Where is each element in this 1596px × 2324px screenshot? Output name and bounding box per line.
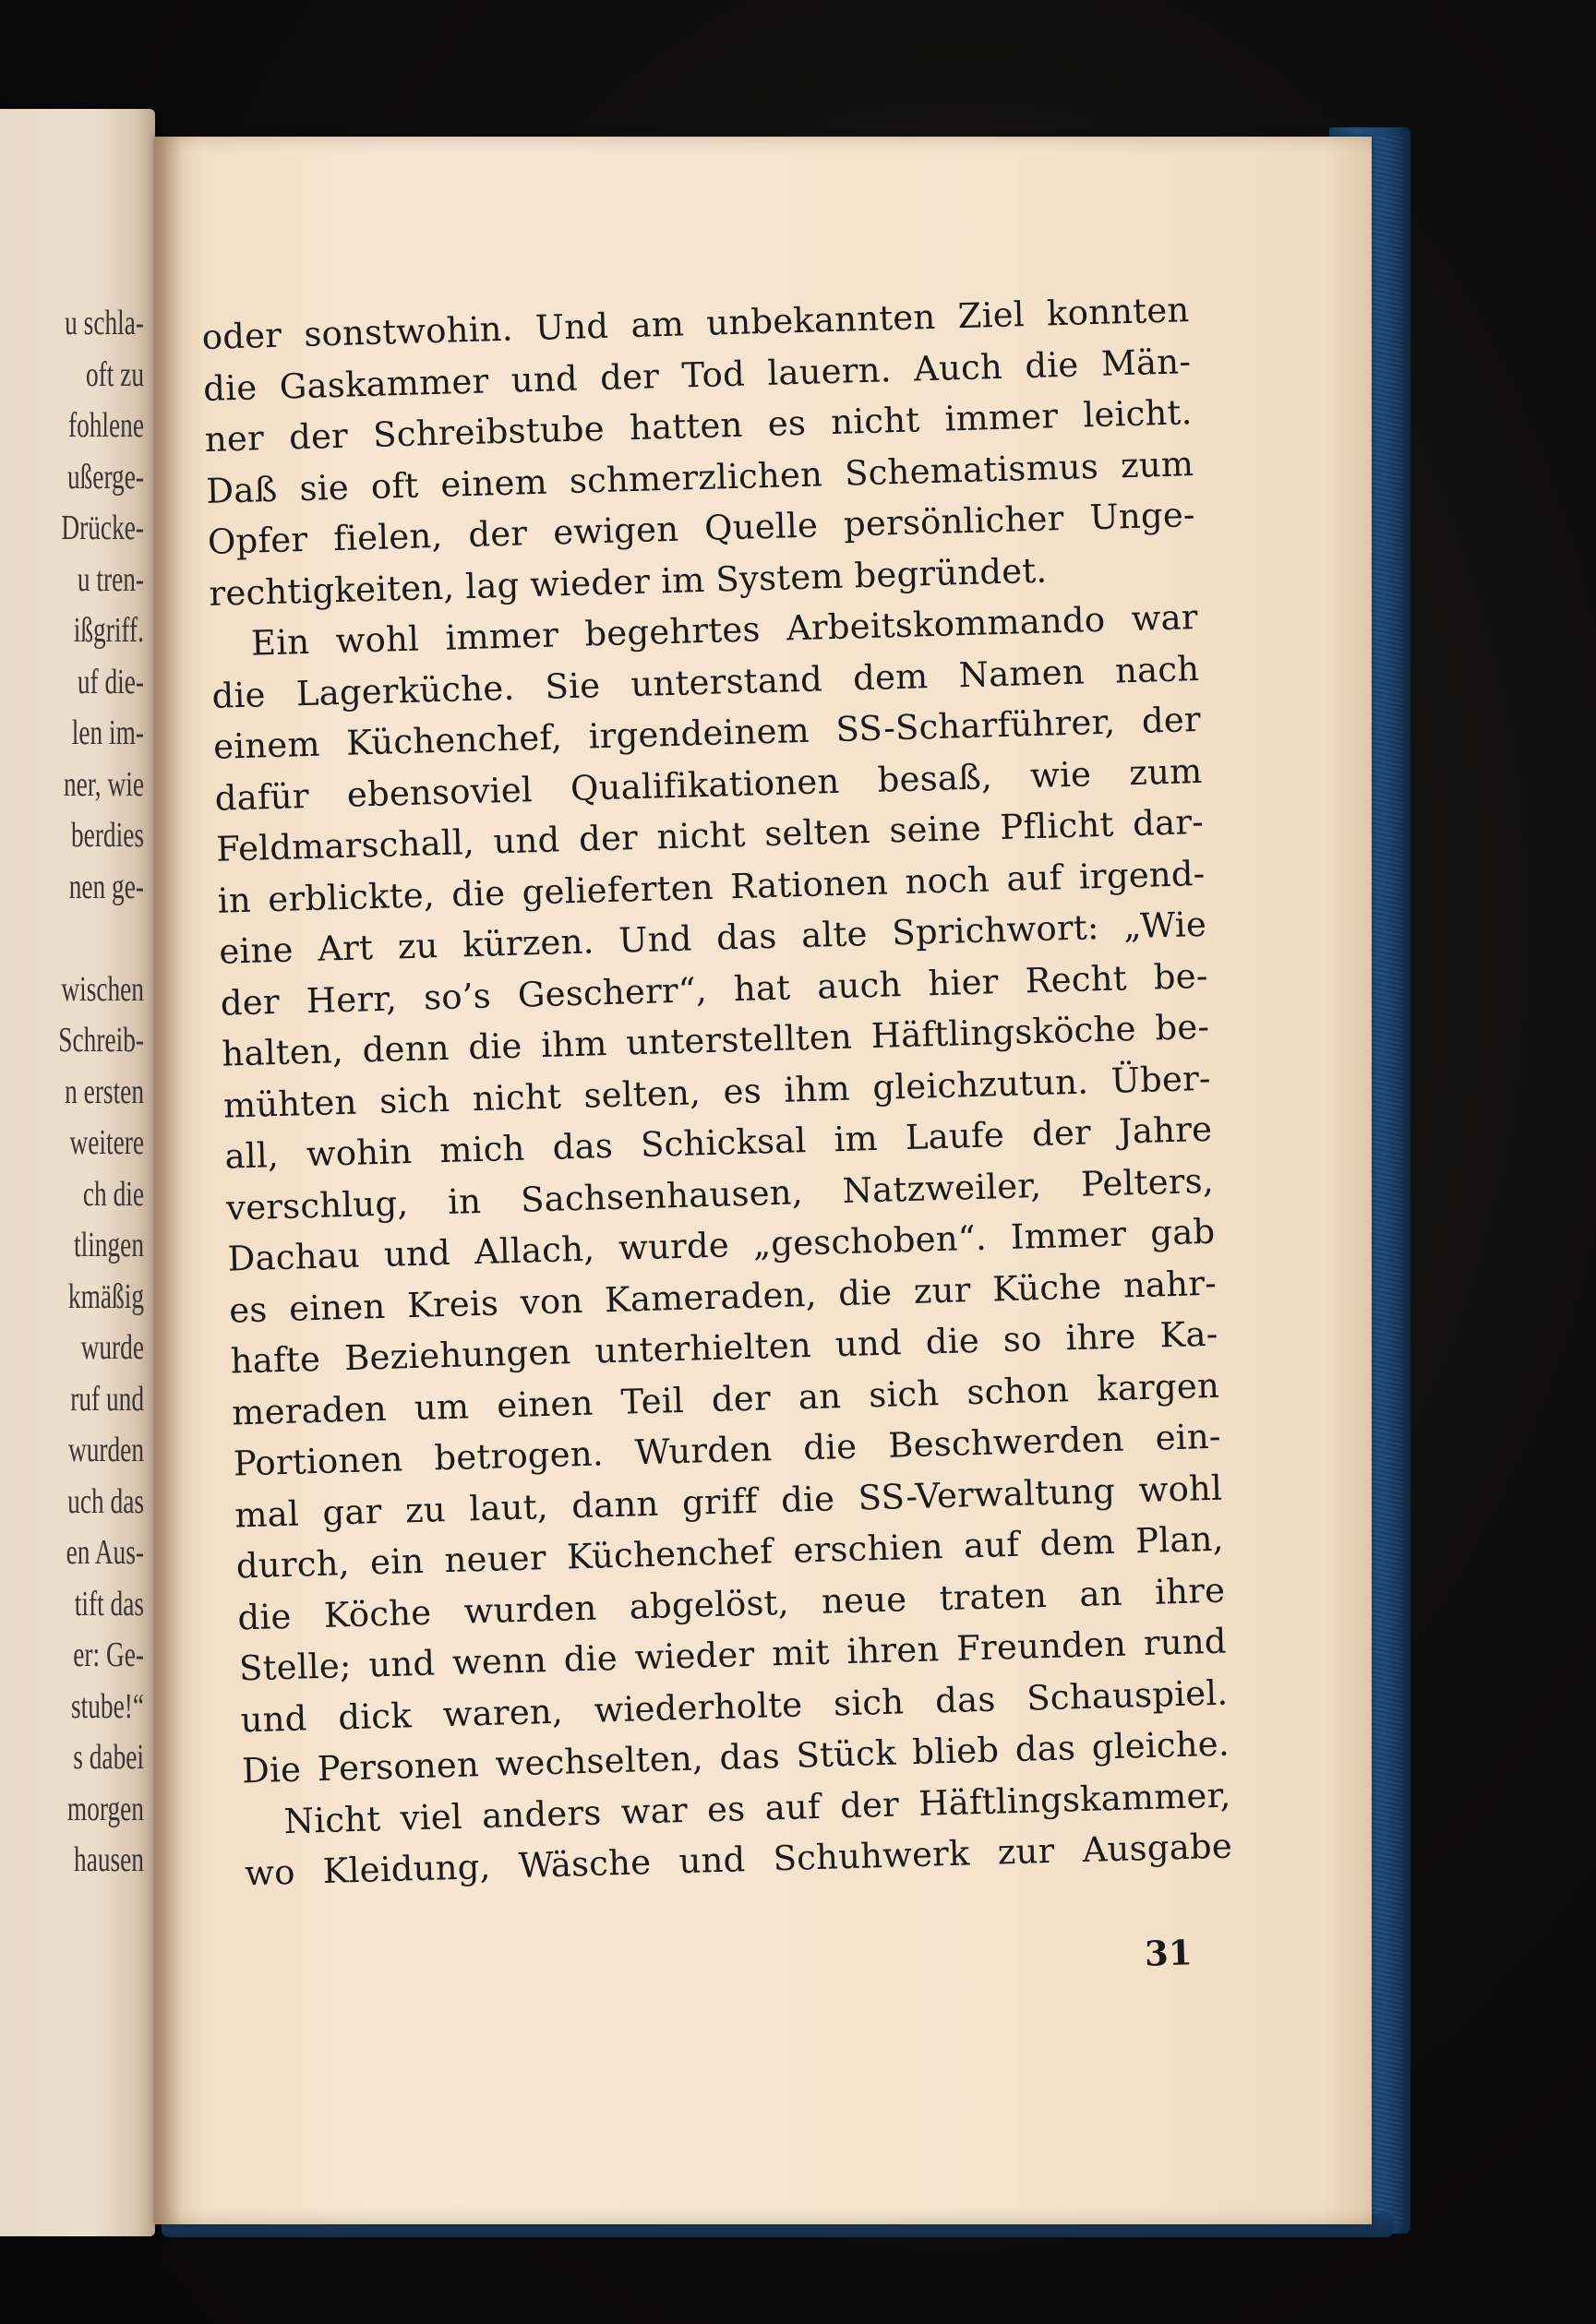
previous-page-line: en Aus-: [66, 1533, 144, 1572]
previous-page-line: ner, wie: [63, 764, 144, 804]
previous-page-line: wurden: [67, 1431, 144, 1469]
previous-page-line: len im-: [71, 713, 144, 752]
previous-page-line: tift das: [74, 1584, 144, 1623]
text-line: Dachau und Allach, wurde „geschoben“. Immer gab: [227, 1211, 1216, 1279]
text-line: halten, denn die ihm unterstellten Häftlingsköche be-: [221, 1006, 1210, 1074]
previous-page-line: u schla-: [65, 304, 144, 342]
text-line: die Köche wurden abgelöst, neue traten an ihre: [236, 1570, 1226, 1637]
text-line: wo Kleidung, Wäsche und Schuhwerk zur Ausgabe: [244, 1826, 1233, 1894]
previous-page-line: weitere: [69, 1123, 144, 1162]
text-line: Portionen betrogen. Wurden die Beschwerden ein-: [233, 1416, 1222, 1484]
text-line: die Lagerküche. Sie unterstand dem Namen nach: [211, 648, 1200, 716]
previous-page-line: er: Ge-: [73, 1635, 144, 1674]
previous-page-line: n ersten: [65, 1072, 144, 1111]
previous-page-line: wurde: [80, 1328, 144, 1367]
text-line: durch, ein neuer Küchenchef erschien auf dem Plan,: [235, 1518, 1225, 1587]
previous-page-line: ch die: [82, 1174, 144, 1214]
text-line: Opfer fielen, der ewigen Quelle persönlicher Unge-: [207, 495, 1196, 562]
previous-page-line: wischen: [61, 969, 144, 1009]
page-body-text: [201, 284, 1233, 1899]
previous-page-text: [38, 298, 144, 1887]
previous-page-edge: [0, 109, 155, 2236]
text-line: verschlug, in Sachsenhausen, Natzweiler, Pelters,: [225, 1160, 1215, 1228]
text-line: in erblickte, die gelieferten Rationen noch auf irgend-: [217, 853, 1206, 921]
page-number: 31: [1144, 1932, 1194, 1974]
paragraph-start-line: Nicht viel anders war es auf der Häftlingskammer,: [283, 1774, 1231, 1841]
previous-page-line: ruf und: [70, 1379, 144, 1419]
previous-page-line: s dabei: [73, 1738, 144, 1777]
text-line: Die Personen wechselten, das Stück blieb das gleiche.: [241, 1723, 1230, 1791]
text-line: hafte Beziehungen unterhielten und die so ihre Ka-: [230, 1313, 1218, 1382]
book-page: [155, 137, 1372, 2224]
text-line: all, wohin mich das Schicksal im Laufe der Jahre: [223, 1108, 1213, 1177]
previous-page-line: berdies: [70, 816, 144, 855]
text-line: Feldmarschall, und der nicht selten seine Pflicht dar-: [215, 801, 1205, 869]
previous-page-line: hausen: [74, 1840, 144, 1879]
text-line: mühten sich nicht selten, es ihm gleichzutun. Über-: [222, 1058, 1212, 1126]
text-line: meraden um einen Teil der an sich schon kargen: [231, 1365, 1220, 1433]
text-line: ner der Schreibstube hatten es nicht immer leicht.: [204, 392, 1194, 460]
paragraph-start-line: Ein wohl immer begehrtes Arbeitskommando war: [250, 596, 1199, 664]
previous-page-line: oft zu: [85, 354, 144, 394]
previous-page-line: stube!“: [70, 1686, 144, 1726]
text-line: die Gaskammer und der Tod lauern. Auch die Män-: [202, 341, 1192, 409]
previous-page-line: kmäßig: [67, 1276, 144, 1316]
text-line: und dick waren, wiederholte sich das Schauspiel.: [240, 1672, 1229, 1740]
text-line: Stelle; und wenn die wieder mit ihren Freunden rund: [238, 1621, 1228, 1689]
previous-page-line: tlingen: [74, 1226, 144, 1264]
previous-page-line: morgen: [66, 1789, 144, 1828]
text-line: Daß sie oft einem schmerzlichen Schematismus zum: [205, 443, 1194, 511]
previous-page-line: Schreib-: [58, 1021, 144, 1060]
text-line: der Herr, so’s Gescherr“, hat auch hier Recht be-: [220, 955, 1209, 1024]
previous-page-line: uch das: [67, 1481, 144, 1521]
previous-page-line: u tren-: [77, 559, 144, 599]
previous-page-line: Drücke-: [61, 509, 144, 547]
previous-page-line: ußerge-: [66, 457, 144, 497]
text-line: einem Küchenchef, irgendeinem SS-Scharführer, der: [212, 699, 1202, 767]
previous-page-line: [38, 913, 144, 964]
text-line: dafür ebensoviel Qualifikationen besaß, wie zum: [214, 750, 1203, 819]
previous-page-line: nen ge-: [68, 867, 144, 906]
text-line: rechtigkeiten, lag wieder im System begründet.: [208, 550, 1048, 614]
text-line: es einen Kreis von Kameraden, die zur Küche nahr-: [228, 1263, 1218, 1331]
text-line: eine Art zu kürzen. Und das alte Sprichwort: „Wie: [218, 904, 1207, 972]
text-line: mal gar zu laut, dann griff die SS-Verwaltung wohl: [234, 1467, 1223, 1535]
previous-page-line: fohlene: [67, 406, 144, 445]
previous-page-line: uf die-: [77, 662, 144, 701]
previous-page-line: ißgriff.: [73, 611, 144, 650]
text-line: oder sonstwohin. Und am unbekannten Ziel konnten: [201, 290, 1190, 357]
page-gutter-shadow: [155, 137, 183, 2224]
